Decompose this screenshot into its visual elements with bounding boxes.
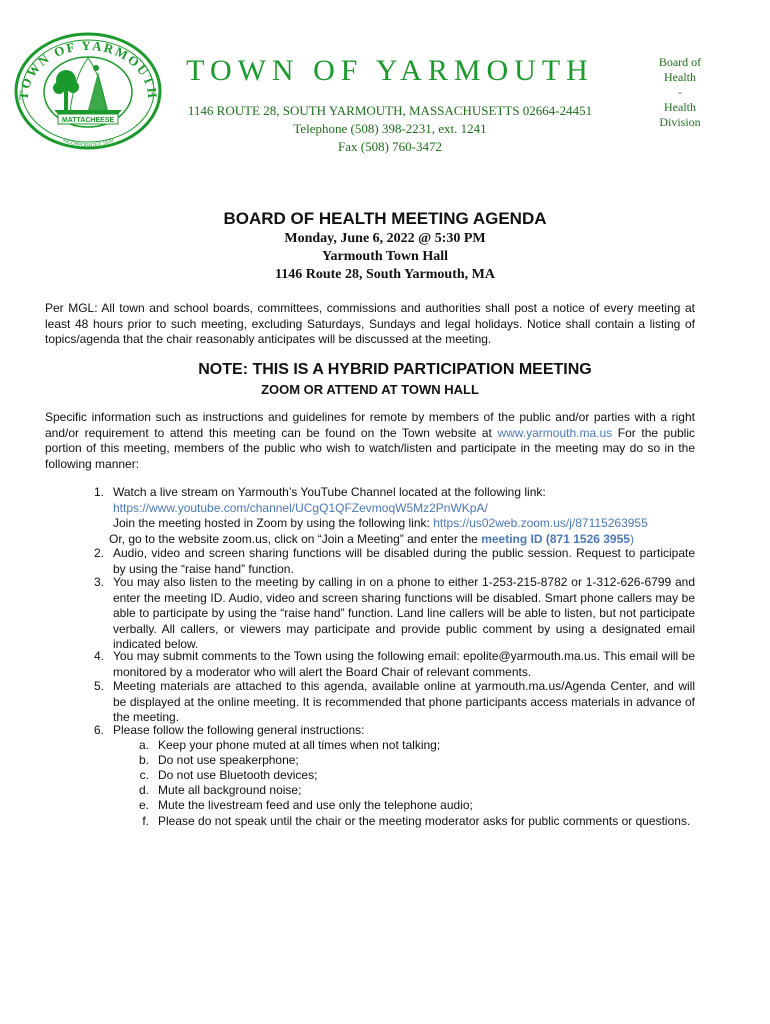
meeting-id-close: ) [629, 531, 634, 546]
list-text: Please follow the following general instructions: [113, 723, 365, 737]
dept-line: Health [664, 70, 696, 84]
dept-line: Division [659, 115, 701, 129]
svg-text:TOWN OF YARMOUTH [16, 38, 161, 101]
instruction-text: Mute the livestream feed and use only the telephone audio; [158, 798, 473, 812]
seal-year-text: INCORPORATED 1639 [61, 137, 115, 149]
list-item [80, 723, 695, 739]
instruction-item [133, 783, 695, 799]
instruction-letter: c. [139, 768, 149, 782]
instruction-letter: f. [142, 814, 149, 828]
list-item [80, 649, 695, 680]
letterhead-fax: Fax (508) 760-3472 [338, 139, 442, 154]
instruction-letter: b. [138, 753, 149, 767]
list-text: Meeting materials are attached to this agenda, available online at yarmouth.ma.us/Agenda Center, and will be displayed at the online meeting. It is recommended that phone participants access materials in advance of the meeting. [113, 679, 695, 724]
intro-text: Specific information such as instructions and guidelines for remote by members of the public and/or parties with a right and/or requirement to attend this meeting can be found on the Town website at [45, 410, 695, 440]
list-text: You may submit comments to the Town using the following email: epolite@yarmouth.ma.us. This email will be monitored by a moderator who will alert the Board Chair of relevant comments. [113, 649, 695, 679]
instruction-text: Do not use speakerphone; [158, 753, 299, 767]
department-label [650, 55, 710, 130]
instruction-item [133, 753, 695, 769]
meeting-location: Yarmouth Town Hall [321, 249, 449, 264]
instruction-item [133, 798, 695, 814]
letterhead-address: 1146 ROUTE 28, SOUTH YARMOUTH, MASSACHUSETTS 02664-24451 [187, 103, 593, 118]
list-number: 2. [93, 546, 104, 560]
hybrid-note-subtitle: ZOOM OR ATTEND AT TOWN HALL [261, 382, 479, 397]
dept-line: Health [664, 100, 696, 114]
letterhead-address-block [170, 102, 610, 156]
dept-line: - [678, 85, 682, 99]
meeting-address: 1146 Route 28, South Yarmouth, MA [275, 267, 495, 282]
website-text: Or, go to the website zoom.us, click on “Join a Meeting” and enter the [109, 531, 482, 546]
instruction-letter: e. [138, 798, 149, 812]
meeting-date: Monday, June 6, 2022 @ 5:30 PM [284, 231, 486, 246]
instruction-item [133, 814, 695, 830]
dept-line: Board of [658, 55, 702, 69]
zoom-text: Join the meeting hosted in Zoom by using the following link: [113, 516, 434, 530]
instruction-text: Please do not speak until the chair or the meeting moderator asks for public comments or questions. [158, 814, 691, 828]
list-number: 1. [93, 485, 104, 499]
list-number: 4. [93, 649, 104, 663]
instruction-item [133, 768, 695, 784]
list-item [80, 679, 695, 726]
town-website-link[interactable]: www.yarmouth.ma.us [497, 425, 613, 440]
list-text: You may also listen to the meeting by calling in on a phone to either 1-253-215-8782 or 1-312-626-6799 and enter the meeting ID. Audio, video and screen sharing functions will be disabled. Smart phone callers may be able to participate by using the “raise hand” function. Land line callers will be able to listen, but not participate verbally. All callers, or viewers may participate and provide public comment by using a designated email indicated below. [113, 575, 695, 651]
seal-banner-text: MATTACHEESE [61, 117, 115, 124]
list-text: Watch a live stream on Yarmouth’s YouTube Channel located at the following link: [113, 485, 546, 499]
agenda-title: BOARD OF HEALTH MEETING AGENDA [223, 209, 547, 228]
list-text: Audio, video and screen sharing functions will be disabled during the public session. Request to participate by using the “raise hand” function. [113, 546, 695, 576]
seal-top-text: TOWN OF YARMOUTH [15, 37, 161, 101]
instruction-letter: d. [138, 783, 149, 797]
hybrid-note-title: NOTE: THIS IS A HYBRID PARTICIPATION MEETING [198, 361, 592, 378]
letterhead-telephone: Telephone (508) 398-2231, ext. 1241 [293, 121, 487, 136]
instruction-text: Mute all background noise; [158, 783, 302, 797]
meeting-id: meeting ID (871 1526 3955 [481, 531, 630, 546]
town-title: TOWN OF YARMOUTH [186, 54, 594, 87]
town-seal-logo [14, 32, 162, 150]
list-number: 5. [93, 679, 104, 693]
instruction-letter: a. [138, 738, 149, 752]
instruction-item [133, 738, 695, 754]
list-number: 6. [93, 723, 104, 737]
list-item [80, 485, 695, 547]
mgl-notice: Per MGL: All town and school boards, committees, commissions and authorities shall post a notice of every meeting at least 48 hours prior to such meeting, excluding Saturdays, Sundays and legal holidays. Notice shall contain a listing of topics/agenda that the chair reasonably anticipates will be discussed at the meeting. [45, 301, 695, 346]
instruction-text: Do not use Bluetooth devices; [158, 768, 318, 782]
intro-text-after: For the public portion of this meeting, members of the public who wish to watch/listen and participate in the meeting may do so in the following manner: [45, 425, 695, 471]
zoom-link[interactable]: https://us02web.zoom.us/j/87115263955 [433, 516, 648, 530]
list-number: 3. [93, 575, 104, 589]
list-item [80, 575, 695, 653]
list-item [80, 546, 695, 577]
intro-paragraph [45, 410, 695, 472]
instruction-text: Keep your phone muted at all times when not talking; [158, 738, 441, 752]
youtube-link[interactable]: https://www.youtube.com/channel/UCgQ1QFZevmoqW5Mz2PnWKpA/ [113, 500, 488, 515]
